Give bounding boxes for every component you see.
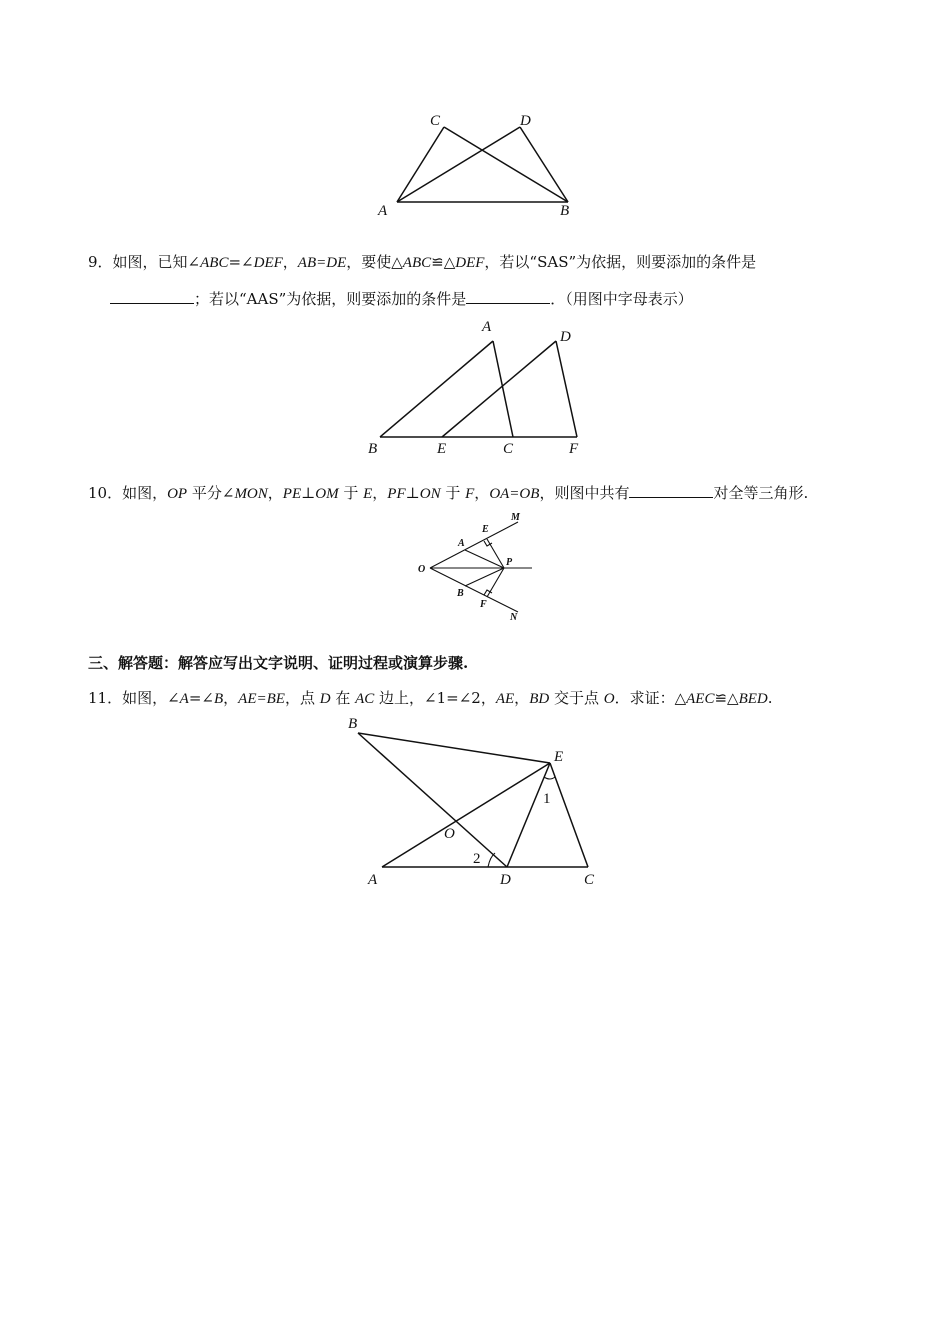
label-a: A: [482, 319, 492, 335]
label-e: E: [437, 441, 447, 457]
segment-ba: [380, 341, 493, 437]
segment-ae: [382, 763, 550, 867]
question-11: 11．如图，∠A=∠B，AE=BE，点 D 在 AC 边上，∠1=∠2，AE，BD 交于点 O．求证：△AEC≌△BED.: [88, 689, 773, 707]
question-9-line2: ；若以“AAS”为依据，则要添加的条件是 ．（用图中字母表示）: [110, 289, 693, 309]
segment-db: [520, 127, 568, 202]
label-angle-2: 2: [473, 851, 481, 867]
label-d: D: [560, 329, 571, 345]
segment-df: [556, 341, 577, 437]
ray-om: [430, 522, 518, 568]
label-c: C: [584, 872, 595, 888]
section-heading: 三、解答题：解答应写出文字说明、证明过程或演算步骤.: [88, 654, 469, 672]
question-9: 9．如图，已知∠ABC=∠DEF，AB=DE，要使△ABC≌△DEF，若以“SAS”为依据，则要添加的条件是: [88, 253, 757, 271]
label-angle-1: 1: [543, 791, 551, 807]
ray-on: [430, 568, 518, 612]
answer-blank-aas[interactable]: [466, 289, 550, 304]
segment-ed: [507, 763, 550, 867]
segment-cb: [444, 127, 568, 202]
label-d: D: [500, 872, 511, 888]
label-b: B: [457, 588, 464, 599]
label-a: A: [458, 538, 465, 549]
label-b: B: [368, 441, 378, 457]
segment-ec: [550, 763, 588, 867]
answer-blank-count[interactable]: [629, 483, 713, 498]
label-p: P: [506, 557, 513, 568]
label-o: O: [418, 564, 426, 575]
segment-ac: [397, 127, 444, 202]
answer-blank-sas[interactable]: [110, 289, 194, 304]
question-10: 10．如图，OP 平分∠MON，PE⊥OM 于 E，PF⊥ON 于 F，OA=OB，则图中共有 对全等三角形.: [88, 484, 809, 502]
figure-q10: [410, 508, 540, 626]
label-c: C: [503, 441, 514, 457]
label-e: E: [482, 524, 489, 535]
angle-mark-1: [544, 777, 555, 779]
segment-ac: [493, 341, 513, 437]
segment-ed: [442, 341, 556, 437]
label-c: C: [430, 113, 441, 129]
label-o: O: [444, 826, 455, 842]
label-m: M: [511, 512, 520, 523]
label-b: B: [560, 203, 570, 219]
label-a: A: [378, 203, 388, 219]
label-d: D: [520, 113, 531, 129]
label-a: A: [368, 872, 378, 888]
label-f: F: [480, 599, 487, 610]
figure-q9: [360, 318, 600, 463]
label-f: F: [569, 441, 579, 457]
figure-q8: [360, 105, 590, 220]
label-e: E: [554, 749, 564, 765]
label-n: N: [510, 612, 518, 623]
segment-ad: [397, 127, 520, 202]
label-b: B: [348, 716, 358, 732]
figure-q11: [340, 710, 610, 895]
